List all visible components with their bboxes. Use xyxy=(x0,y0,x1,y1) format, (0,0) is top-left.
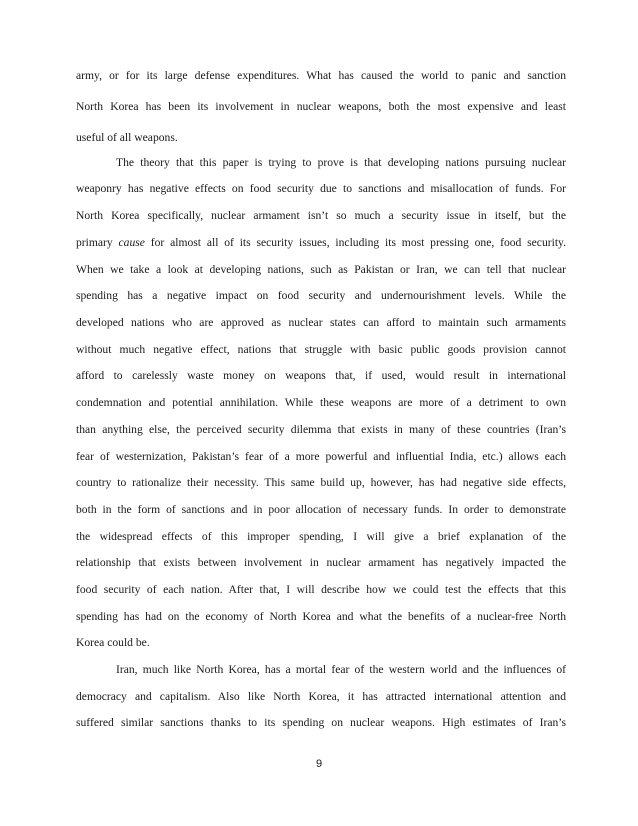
text-line: spending has a negative impact on food security and undernourishment levels. While the xyxy=(76,289,566,302)
text-line: suffered similar sanctions thanks to its spending on nuclear weapons. High estimates of Iran’s xyxy=(76,716,566,729)
text-line: country to rationalize their necessity. This same build up, however, has had negative side effects, xyxy=(76,476,566,489)
page-number: 9 xyxy=(315,758,323,770)
text-segment: primary xyxy=(76,236,119,249)
text-line: useful of all weapons. xyxy=(76,131,178,144)
paragraph-first-line: The theory that this paper is trying to prove is that developing nations pursuing nuclear xyxy=(116,156,566,169)
text-line xyxy=(76,235,566,251)
text-line: than anything else, the perceived security dilemma that exists in many of these countries (Iran’s xyxy=(76,423,566,436)
text-line: North Korea has been its involvement in nuclear weapons, both the most expensive and least xyxy=(76,100,566,113)
text-line: developed nations who are approved as nuclear states can afford to maintain such armaments xyxy=(76,316,566,329)
text-line: Korea could be. xyxy=(76,636,150,649)
text-line: weaponry has negative effects on food security due to sanctions and misallocation of funds. For xyxy=(76,182,566,195)
text-line: without much negative effect, nations that struggle with basic public goods provision cannot xyxy=(76,343,566,356)
text-segment: for almost all of its security issues, including its most pressing one, food security. xyxy=(144,236,566,249)
text-line: democracy and capitalism. Also like North Korea, it has attracted international attention and xyxy=(76,690,566,703)
text-line: spending has had on the economy of North Korea and what the benefits of a nuclear-free North xyxy=(76,610,566,623)
text-line: North Korea specifically, nuclear armament isn’t so much a security issue in itself, but the xyxy=(76,209,566,222)
text-line: both in the form of sanctions and in poor allocation of necessary funds. In order to demonstrate xyxy=(76,503,566,516)
text-line: condemnation and potential annihilation. While these weapons are more of a detriment to own xyxy=(76,396,566,409)
text-line: When we take a look at developing nations, such as Pakistan or Iran, we can tell that nuclear xyxy=(76,263,566,276)
text-line: army, or for its large defense expenditures. What has caused the world to panic and sanction xyxy=(76,69,566,82)
text-line: relationship that exists between involvement in nuclear armament has negatively impacted the xyxy=(76,556,566,569)
italic-emphasis: cause xyxy=(118,236,145,249)
text-line: fear of westernization, Pakistan’s fear of a more powerful and influential India, etc.) allows each xyxy=(76,450,566,463)
text-line: afford to carelessly waste money on weapons that, if used, would result in international xyxy=(76,369,566,382)
text-line: the widespread effects of this improper spending, I will give a brief explanation of the xyxy=(76,530,566,543)
text-line: food security of each nation. After that, I will describe how we could test the effects that this xyxy=(76,583,566,596)
paragraph-first-line: Iran, much like North Korea, has a mortal fear of the western world and the influences of xyxy=(116,663,566,676)
